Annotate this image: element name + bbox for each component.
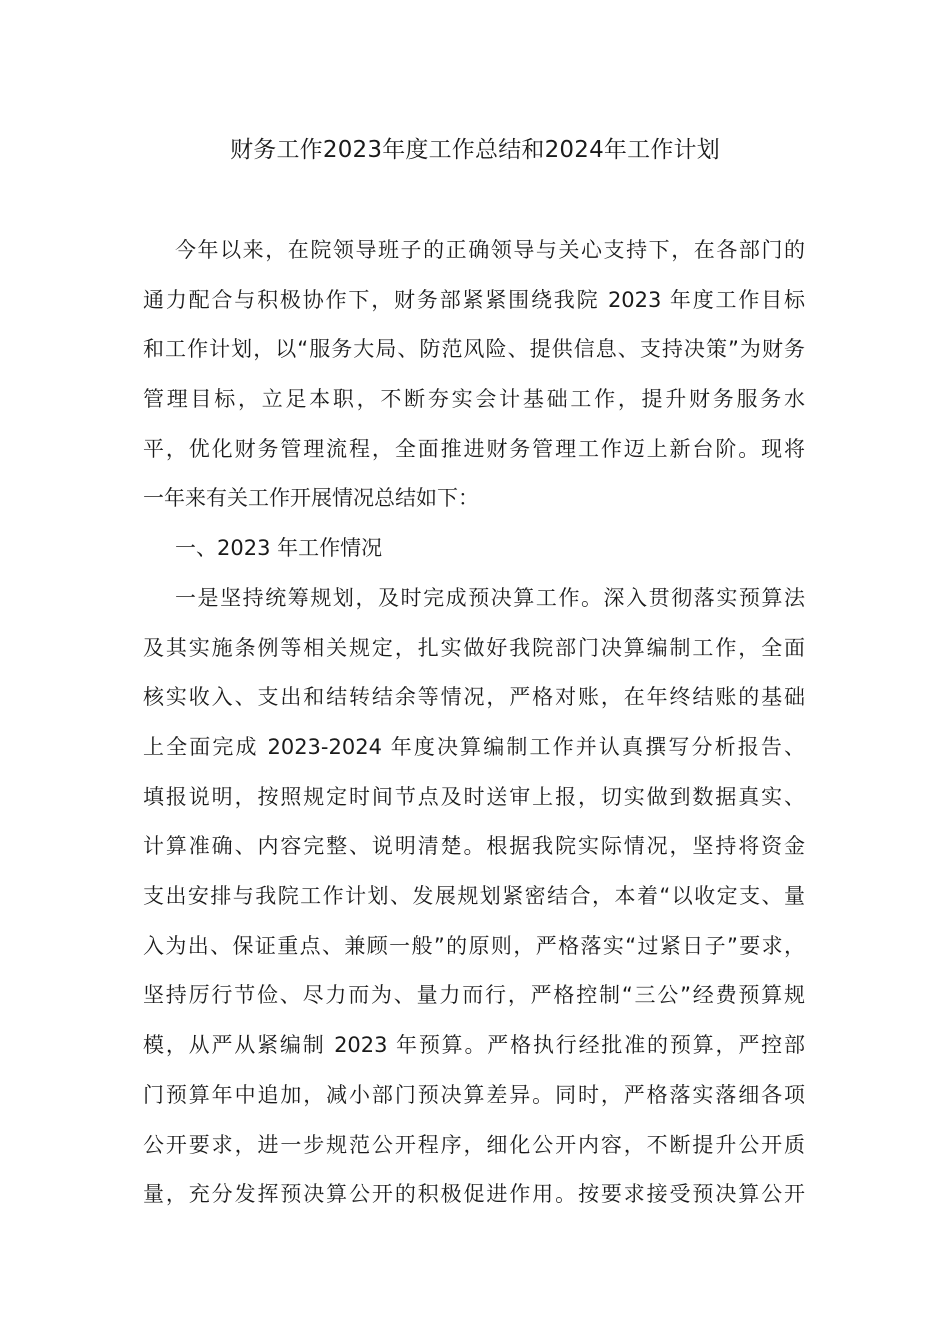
- paragraph-line: 和工作计划，以“服务大局、防范风险、提供信息、支持决策”为财务: [143, 337, 805, 361]
- document-title: 财务工作2023年度工作总结和2024年工作计划: [230, 137, 720, 163]
- paragraph-line: 门预算年中追加，减小部门预决算差异。同时，严格落实落细各项: [143, 1083, 805, 1107]
- paragraph-line: 计算准确、内容完整、说明清楚。根据我院实际情况，坚持将资金: [143, 834, 805, 858]
- section-heading: 一、2023 年工作情况: [175, 536, 383, 560]
- paragraph-line: 量，充分发挥预决算公开的积极促进作用。按要求接受预决算公开: [143, 1182, 805, 1206]
- paragraph-line: 管理目标，立足本职，不断夯实会计基础工作，提升财务服务水: [143, 387, 805, 411]
- paragraph-line: 一是坚持统筹规划，及时完成预决算工作。深入贯彻落实预算法: [175, 586, 805, 610]
- paragraph-line: 一年来有关工作开展情况总结如下：: [143, 486, 479, 510]
- paragraph-line: 核实收入、支出和结转结余等情况，严格对账，在年终结账的基础: [143, 685, 805, 709]
- paragraph-line: 支出安排与我院工作计划、发展规划紧密结合，本着“以收定支、量: [143, 884, 805, 908]
- paragraph-line: 模，从严从紧编制 2023 年预算。严格执行经批准的预算，严控部: [143, 1033, 805, 1057]
- paragraph-line: 上全面完成 2023-2024 年度决算编制工作并认真撰写分析报告、: [143, 735, 805, 759]
- paragraph-line: 填报说明，按照规定时间节点及时送审上报，切实做到数据真实、: [143, 785, 805, 809]
- paragraph-line: 今年以来，在院领导班子的正确领导与关心支持下，在各部门的: [175, 238, 805, 262]
- paragraph-line: 坚持厉行节俭、尽力而为、量力而行，严格控制“三公”经费预算规: [143, 983, 805, 1007]
- paragraph-line: 及其实施条例等相关规定，扎实做好我院部门决算编制工作，全面: [143, 636, 805, 660]
- paragraph-line: 公开要求，进一步规范公开程序，细化公开内容，不断提升公开质: [143, 1133, 805, 1157]
- paragraph-line: 平，优化财务管理流程，全面推进财务管理工作迈上新台阶。现将: [143, 437, 805, 461]
- paragraph-line: 入为出、保证重点、兼顾一般”的原则，严格落实“过紧日子”要求，: [143, 934, 805, 958]
- paragraph-line: 通力配合与积极协作下，财务部紧紧围绕我院 2023 年度工作目标: [143, 288, 805, 312]
